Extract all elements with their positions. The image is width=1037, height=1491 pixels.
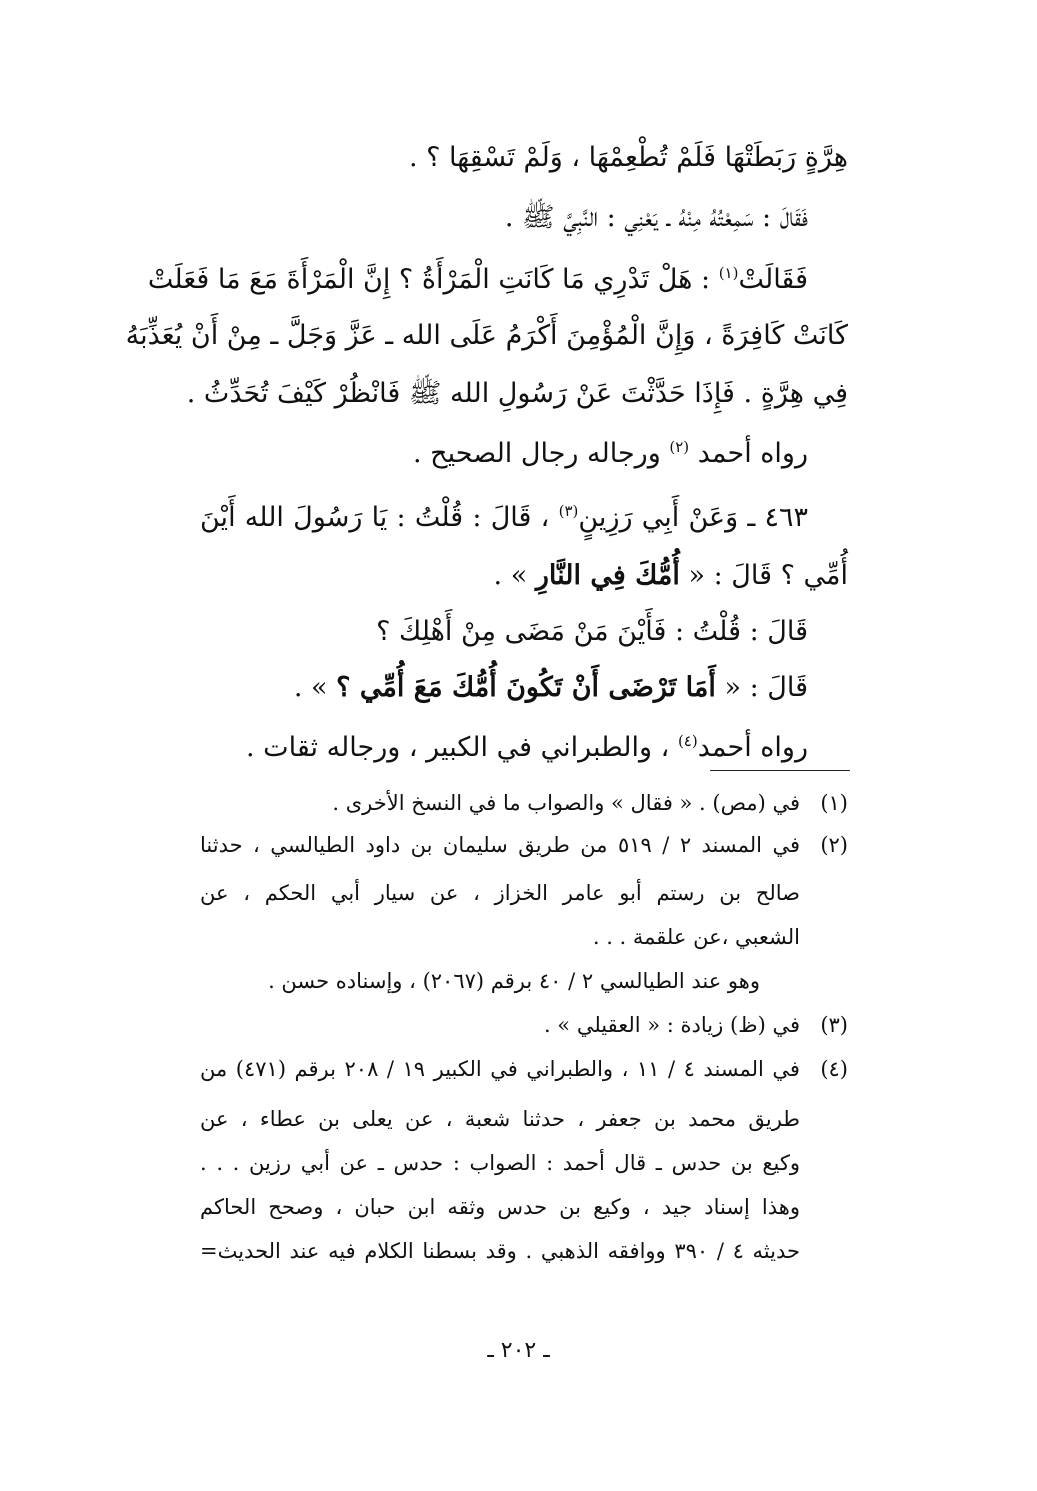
page-number: ـ ٢٠٢ ـ	[487, 1338, 550, 1363]
body-line-6	[200, 436, 848, 472]
footnote-separator	[710, 770, 850, 771]
source-note-1-a: رواه أحمد	[697, 438, 808, 469]
footnote-2-line-2: صالح بن رستم أبو عامر الخزاز ، عن سيار أبي الحكم ، عن	[200, 881, 800, 905]
body-line-11	[200, 730, 848, 766]
body-line-3-word: فَقَالَتْ	[738, 264, 808, 295]
footnote-ref-3: (٣)	[558, 502, 579, 520]
footnote-3-text: في (ظ) زيادة : « العقيلي » .	[543, 1013, 800, 1037]
body-line-3	[147, 262, 848, 298]
body-line-10	[200, 670, 848, 706]
body-line-8-b: » .	[493, 560, 528, 591]
body-line-2: فَقَالَ : سَمِعْتُهُ مِنْهُ ـ يَعْنِي : النَّبِيَّ ﷺ .	[504, 202, 808, 233]
footnote-4-line-1: في المسند ٤ / ١١ ، والطبراني في الكبير ١٩ / ٢٠٨ برقم (٤٧١) من	[200, 1057, 800, 1081]
body-line-5: فِي هِرَّةٍ . فَإِذَا حَدَّثْتَ عَنْ رَسُولِ الله ﷺ فَانْظُرْ كَيْفَ تُحَدِّثُ .	[186, 378, 848, 409]
body-line-4: كَانَتْ كَافِرَةً ، وَإِنَّ الْمُؤْمِنَ أَكْرَمُ عَلَى الله ـ عَزَّ وَجَلَّ ـ مِنْ أَنْ يُعَذِّبَهُ	[125, 320, 848, 351]
body-line-10-b: » .	[293, 672, 328, 703]
footnote-4-line-3: وكيع بن حدس ـ قال أحمد : الصواب : حدس ـ عن أبي رزين . . .	[200, 1151, 800, 1175]
footnote-1-number: (١)	[820, 791, 848, 815]
footnote-2-line-4: وهو عند الطيالسي ٢ / ٤٠ برقم (٢٠٦٧) ، وإسناده حسن .	[268, 969, 760, 993]
footnote-2-line-1: في المسند ٢ / ٥١٩ من طريق سليمان بن داود الطيالسي ، حدثنا	[200, 833, 800, 857]
source-note-2-b: ، والطبراني في الكبير ، ورجاله ثقات .	[246, 732, 670, 763]
body-line-7	[200, 500, 848, 536]
footnote-3-number: (٣)	[820, 1013, 848, 1037]
body-line-3-rest: : هَلْ تَدْرِي مَا كَانَتِ الْمَرْأَةُ ؟ إِنَّ الْمَرْأَةَ مَعَ مَا فَعَلَتْ	[147, 264, 711, 295]
source-note-2-a: رواه أحمد	[697, 732, 808, 763]
prophet-quote-2: أَمَا تَرْضَى أَنْ تَكُونَ أُمُّكَ مَعَ أُمِّي ؟	[336, 672, 716, 703]
hadith-number-text: ٤٦٣ ـ وَعَنْ أَبِي رَزِينٍ	[578, 502, 809, 533]
body-line-8	[200, 558, 848, 594]
footnote-ref-1: (١)	[718, 264, 739, 282]
prophet-quote-1: أُمُّكَ فِي النَّارِ	[535, 560, 680, 591]
footnote-4-line-2: طريق محمد بن جعفر ، حدثنا شعبة ، عن يعلى بن عطاء ، عن	[200, 1107, 800, 1131]
source-note-1-b: ورجاله رجال الصحيح .	[413, 438, 661, 469]
footnote-2-line-3: الشعبي ،عن علقمة . . .	[592, 925, 800, 949]
footnote-1-text: في (مص) . « فقال » والصواب ما في النسخ الأخرى .	[332, 791, 800, 815]
footnote-4-line-5: حديثه ٤ / ٣٩٠ ووافقه الذهبي . وقد بسطنا الكلام فيه عند الحديث=	[200, 1239, 800, 1263]
footnote-ref-2: (٢)	[669, 438, 690, 456]
footnote-ref-4: (٤)	[677, 732, 698, 750]
body-line-10-a: قَالَ : «	[724, 672, 808, 703]
footnote-4-line-4: وهذا إسناد جيد ، وكيع بن حدس وثقه ابن حبان ، وصحح الحاكم	[200, 1195, 800, 1219]
footnote-4-number: (٤)	[820, 1057, 848, 1081]
body-line-9: قَالَ : قُلْتُ : فَأَيْنَ مَنْ مَضَى مِنْ أَهْلِكَ ؟	[376, 616, 808, 647]
body-line-8-a: أُمِّي ؟ قَالَ : «	[688, 560, 848, 591]
body-line-1: هِرَّةٍ رَبَطَتْهَا فَلَمْ تُطْعِمْهَا ، وَلَمْ تَسْقِهَا ؟ .	[408, 142, 848, 173]
body-line-7-rest: ، قَالَ : قُلْتُ : يَا رَسُولَ الله أَيْنَ	[200, 502, 550, 533]
footnote-2-number: (٢)	[820, 833, 848, 857]
